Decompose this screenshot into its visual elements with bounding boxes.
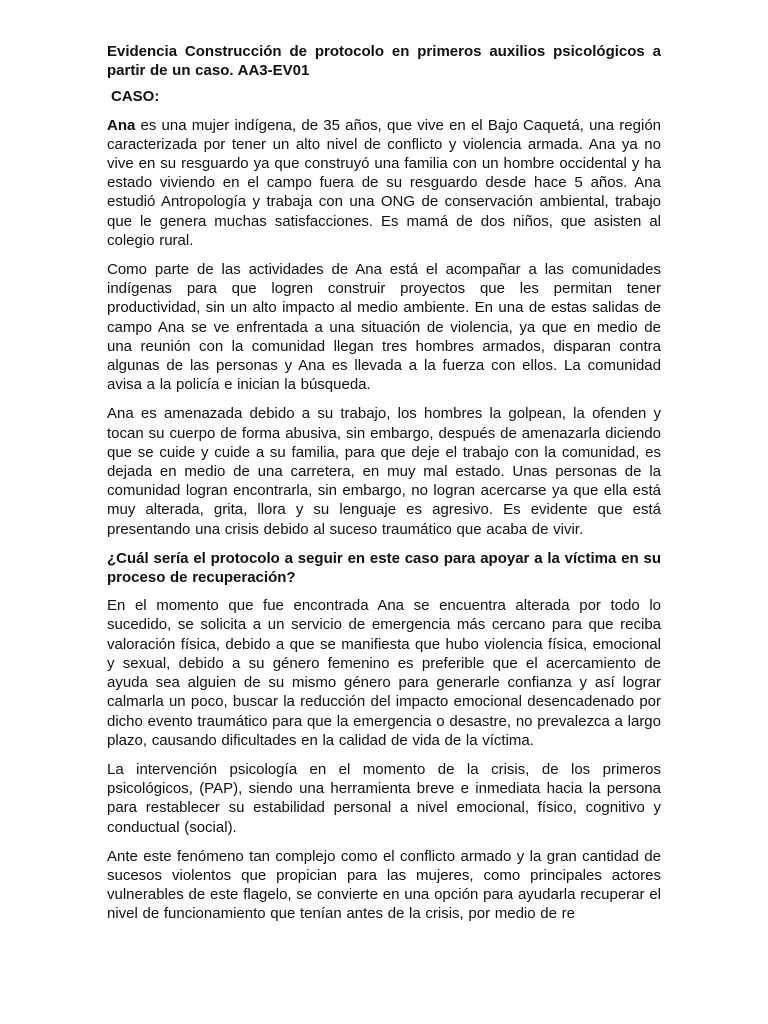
case-paragraph-3: Ana es amenazada debido a su trabajo, los hombres la golpean, la ofenden y tocan su cuerpo de forma abusiva, sin embargo, después de amenazarla diciendo que se cuide y cuide a su familia, para que deje el trabajo con la comunidad, es dejada en medio de una carretera, en muy mal estado. Unas personas de la comunidad logran encontrarla, sin embargo, no logran acercarse ya que ella está muy alterada, grita, llora y su lenguaje es agresivo. Es evidente que está presentando una crisis debido al suceso traumático que acaba de vivir. [107, 405, 661, 538]
answer-paragraph-1: En el momento que fue encontrada Ana se encuentra alterada por todo lo sucedido, se solicita a un servicio de emergencia más cercano para que reciba valoración física, debido a que se manifiesta que hubo violencia física, emocional y sexual, debido a su género femenino es preferible que el acercamiento de ayuda sea alguien de su mismo género para generarle confianza y así lograr calmarla un poco, buscar la reducción del impacto emocional desencadenado por dicho evento traumático para que la emergencia o desastre, no prevalezca a largo plazo, causando dificultades en la calidad de vida de la víctima. [107, 597, 661, 749]
case-paragraph-2: Como parte de las actividades de Ana está el acompañar a las comunidades indígenas para que logren construir proyectos que les permitan tener productividad, sin un alto impacto al medio ambiente. En una de estas salidas de campo Ana se ve enfrentada a una situación de violencia, ya que en medio de una reunión con la comunidad llegan tres hombres armados, disparan contra algunas de las personas y Ana es llevada a la fuerza con ellos. La comunidad avisa a la policía e inician la búsqueda. [107, 261, 661, 394]
document-title: Evidencia Construcción de protocolo en primeros auxilios psicológicos a partir de un caso. AA3-EV01 [107, 43, 661, 80]
case-paragraph-lead: Ana [107, 116, 136, 134]
document-body [107, 42, 661, 924]
case-paragraph-text: es una mujer indígena, de 35 años, que vive en el Bajo Caquetá, una región caracterizada por tener un alto nivel de conflicto y violencia armada. Ana ya no vive en su resguardo ya que construyó una familia con un hombre occidental y ha estado viviendo en el campo fuera de su resguardo desde hace 5 años. Ana estudió Antropología y trabaja con una ONG de conservación ambiental, trabajo que le genera muchas satisfacciones. Es mamá de dos niños, que asisten al colegio rural. [107, 116, 661, 249]
case-heading: CASO: [111, 88, 160, 106]
answer-paragraph-2: La intervención psicología en el momento de la crisis, de los primeros psicológicos, (PAP), siendo una herramienta breve e inmediata hacia la persona para restablecer su estabilidad personal a nivel emocional, físico, cognitivo y conductual (social). [107, 760, 661, 836]
case-paragraph-1 [107, 116, 661, 250]
answer-paragraph-3: Ante este fenómeno tan complejo como el conflicto armado y la gran cantidad de sucesos violentos que propician para las mujeres, como principales actores vulnerables de este flagelo, se convierte en una opción para ayudarla recuperar el nivel de funcionamiento que tenían antes de la crisis, por medio de re [107, 847, 661, 923]
question-heading: ¿Cuál sería el protocolo a seguir en este caso para apoyar a la víctima en su proceso de recuperación? [107, 549, 661, 587]
